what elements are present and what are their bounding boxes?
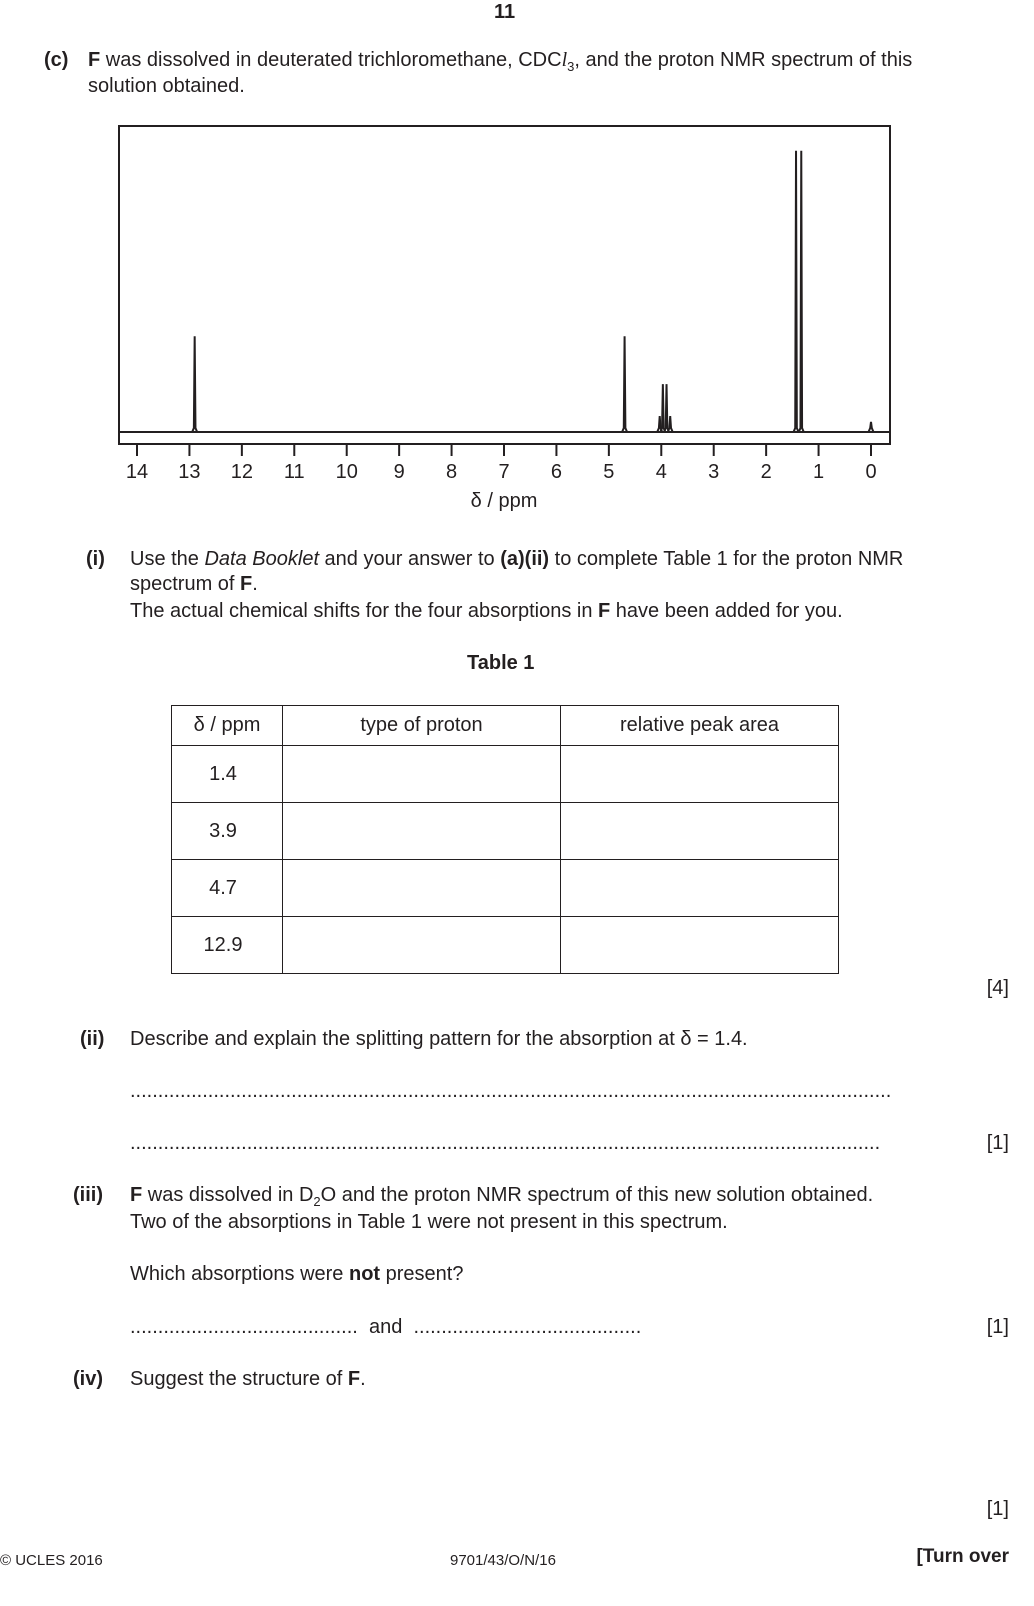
x-tick-label: 3 — [708, 461, 720, 483]
part-iii-sub: 2 — [313, 1194, 321, 1209]
part-c-label: (c) — [44, 49, 69, 71]
x-tick-label: 9 — [393, 461, 405, 483]
part-iii-question — [130, 1263, 463, 1286]
x-tick-label: 12 — [230, 461, 253, 483]
peak-area-cell[interactable] — [561, 917, 839, 974]
proton-type-cell[interactable] — [283, 746, 561, 803]
compound-f-label: F — [88, 49, 101, 71]
x-tick-label: 5 — [603, 461, 615, 483]
marks-part-iv: [1] — [986, 1498, 1009, 1520]
part-i-text-c: to complete Table 1 for the proton NMR — [549, 548, 904, 570]
shift-cell: 12.9 — [172, 917, 283, 974]
footer-copyright: © UCLES 2016 — [0, 1552, 103, 1569]
x-tick-label: 8 — [446, 461, 458, 483]
proton-type-cell[interactable] — [283, 803, 561, 860]
compound-f-ref: F — [347, 1368, 361, 1390]
part-i-line1 — [130, 548, 903, 571]
table-row — [172, 803, 839, 860]
spectrum-peak — [192, 336, 197, 432]
answer-area[interactable] — [130, 1400, 970, 1490]
header-proton-type: type of proton — [283, 706, 561, 746]
part-iii-text-b: O and the proton NMR spectrum of this new solution obtained. — [320, 1184, 874, 1206]
x-tick-label: 6 — [550, 461, 562, 483]
part-i-line2 — [130, 573, 258, 596]
part-c-text-post: , and the proton NMR spectrum of this — [574, 49, 913, 71]
header-peak-area: relative peak area — [561, 706, 839, 746]
part-c-line1 — [88, 49, 912, 72]
x-tick-label: 0 — [865, 461, 877, 483]
nmr-table — [171, 705, 839, 974]
answer-line[interactable]: ....................................................................................................................................... — [130, 1132, 881, 1154]
x-tick-label: 11 — [283, 461, 305, 483]
spectrum-peak — [799, 151, 804, 432]
part-ref-a-ii: (a)(ii) — [500, 548, 550, 570]
answer-blank-1[interactable]: ......................................... — [130, 1316, 358, 1338]
x-tick-label: 13 — [178, 461, 201, 483]
x-tick-label: 4 — [655, 461, 667, 483]
spectrum-peak — [622, 336, 627, 432]
marks-part-ii: [1] — [986, 1132, 1009, 1154]
shift-cell: 3.9 — [172, 803, 283, 860]
spectrum-peak — [664, 384, 669, 432]
spectrum-peak — [794, 151, 799, 432]
peak-area-cell[interactable] — [561, 860, 839, 917]
marks-part-iii: [1] — [986, 1316, 1009, 1338]
table-row — [172, 746, 839, 803]
x-tick-label: 7 — [498, 461, 510, 483]
table-header-row — [172, 706, 839, 746]
part-ii-label: (ii) — [80, 1028, 105, 1050]
part-iii-label: (iii) — [73, 1184, 103, 1206]
part-i-label: (i) — [86, 548, 105, 570]
part-iii-q-not: not — [348, 1263, 381, 1285]
part-i-line2-end: . — [252, 573, 258, 595]
nmr-spectrum-chart — [0, 115, 1034, 535]
x-tick-label: 2 — [760, 461, 772, 483]
proton-type-cell[interactable] — [283, 917, 561, 974]
part-iii-q-b: present? — [380, 1263, 464, 1285]
part-iii-line2: Two of the absorptions in Table 1 were not present in this spectrum. — [130, 1211, 728, 1233]
spectrum-peak — [668, 416, 673, 432]
shift-cell: 1.4 — [172, 746, 283, 803]
part-c-line2: solution obtained. — [88, 75, 245, 97]
part-iii-answer-blanks — [130, 1316, 641, 1339]
shift-cell: 4.7 — [172, 860, 283, 917]
x-axis-label: δ / ppm — [470, 490, 538, 512]
answer-blank-2[interactable]: ......................................... — [413, 1316, 642, 1338]
table-row — [172, 860, 839, 917]
part-c-text: was dissolved in deuterated trichloromethane, CDC — [100, 49, 562, 71]
marks-part-i: [4] — [986, 977, 1009, 999]
table-title: Table 1 — [467, 652, 535, 674]
peak-area-cell[interactable] — [561, 746, 839, 803]
part-iv-label: (iv) — [73, 1368, 103, 1390]
proton-type-cell[interactable] — [283, 860, 561, 917]
part-i-line2-text: spectrum of — [130, 573, 241, 595]
compound-f-ref: F — [130, 1184, 143, 1206]
x-tick-label: 14 — [125, 461, 149, 483]
footer-code: 9701/43/O/N/16 — [450, 1552, 556, 1569]
part-i-text-b: and your answer to — [319, 548, 501, 570]
header-shift: δ / ppm — [172, 706, 283, 746]
x-tick-label: 1 — [813, 461, 825, 483]
turn-over: [Turn over — [916, 1546, 1009, 1567]
chart-frame — [119, 126, 890, 444]
part-i-line3-text: The actual chemical shifts for the four absorptions in — [130, 600, 599, 622]
part-iii-q-a: Which absorptions were — [130, 1263, 349, 1285]
part-i-line3 — [130, 600, 843, 623]
page-number: 11 — [494, 1, 516, 23]
part-iii-line1 — [130, 1184, 873, 1207]
part-c-l: l — [561, 49, 568, 71]
part-iv-q-a: Suggest the structure of — [130, 1368, 348, 1390]
x-tick-label: 10 — [335, 461, 358, 483]
data-booklet-ref: Data Booklet — [204, 548, 319, 570]
answer-line[interactable]: ......................................................................................................................................... — [130, 1080, 892, 1102]
compound-f-ref: F — [598, 600, 611, 622]
part-iv-q-b: . — [360, 1368, 366, 1390]
part-c-sub: 3 — [567, 59, 575, 74]
spectrum-peak — [869, 422, 874, 432]
part-i-text-a: Use the — [130, 548, 205, 570]
compound-f-ref: F — [240, 573, 253, 595]
peak-area-cell[interactable] — [561, 803, 839, 860]
part-ii-question: Describe and explain the splitting pattern for the absorption at δ = 1.4. — [130, 1028, 748, 1050]
part-iii-text-a: was dissolved in D — [142, 1184, 314, 1206]
part-iv-question — [130, 1368, 366, 1391]
part-i-line3-end: have been added for you. — [610, 600, 843, 622]
and-text: and — [368, 1316, 403, 1338]
table-row — [172, 917, 839, 974]
